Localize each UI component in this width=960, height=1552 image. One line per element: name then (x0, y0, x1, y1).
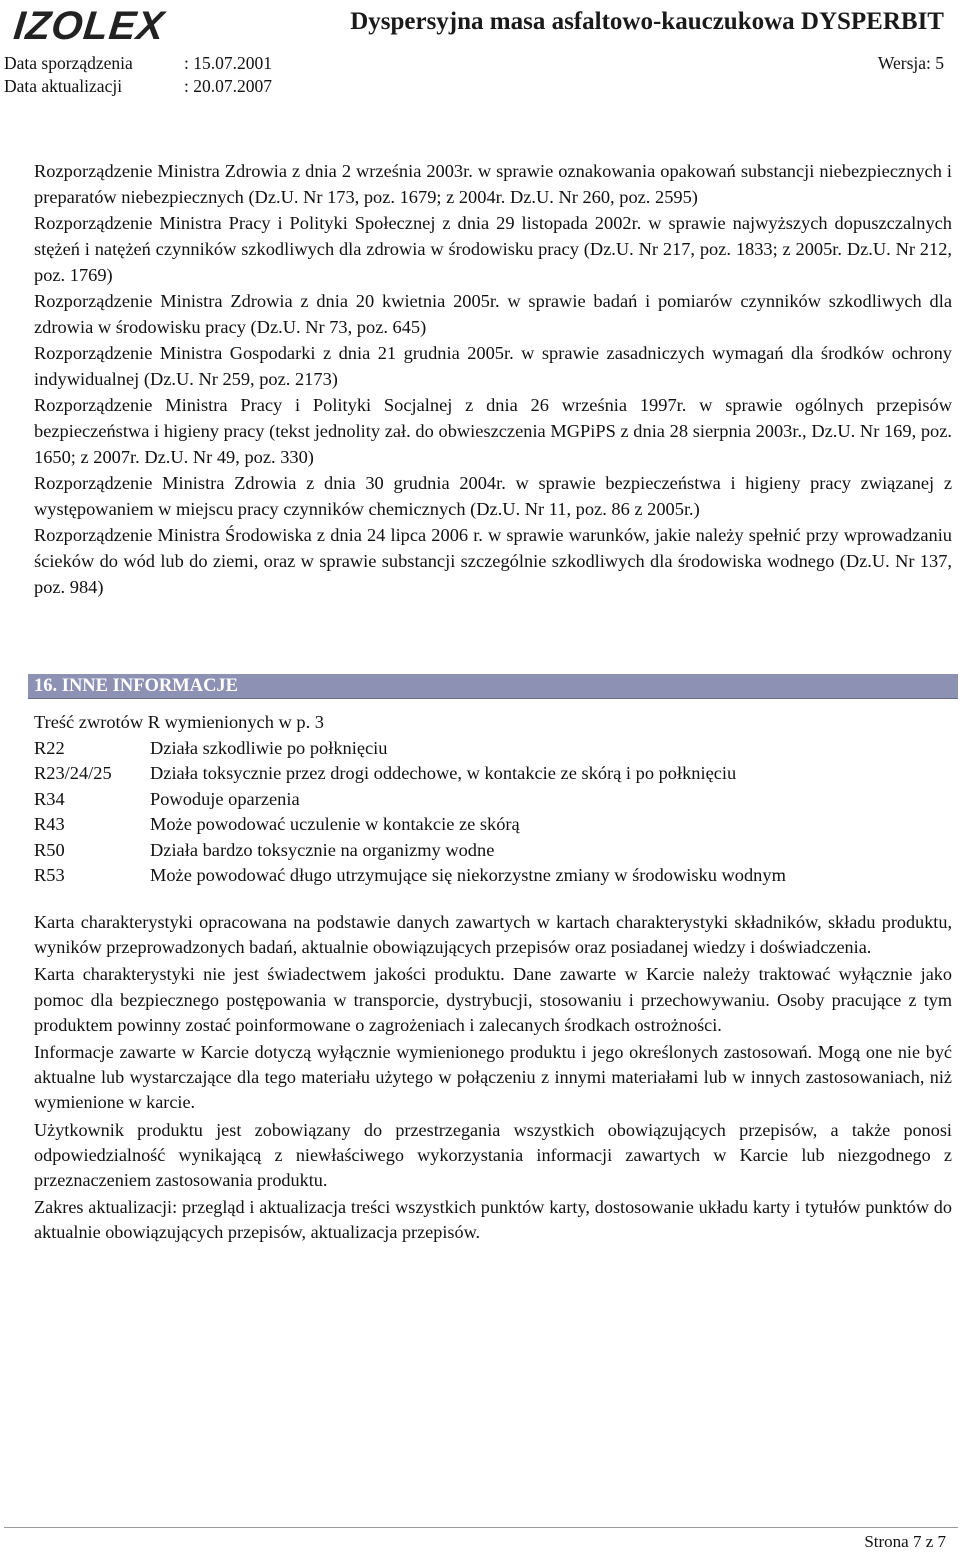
r-phrase-text: Działa bardzo toksycznie na organizmy wodne (150, 839, 495, 860)
r-phrases-intro: Treść zwrotów R wymienionych w p. 3 (34, 712, 324, 732)
footer-divider (4, 1527, 958, 1528)
regulations-list (34, 158, 952, 600)
r-phrase-code: R43 (34, 814, 65, 834)
r-phrase-text: Może powodować uczulenie w kontakcie ze skórą (150, 814, 520, 834)
r-phrase-row (34, 863, 952, 889)
updated-date-label: Data aktualizacji (4, 76, 123, 96)
section-16-title: 16. INNE INFORMACJE (34, 676, 239, 696)
r-phrase-text: Może powodować długo utrzymujące się niekorzystne zmiany w środowisku wodnym (150, 865, 786, 885)
regulation-item: Rozporządzenie Ministra Zdrowia z dnia 2 września 2003r. w sprawie oznakowania opakowań substancji niebezpiecznych i preparatów niebezpiecznych (Dz.U. Nr 173, poz. 1679; z 2004r. Dz.U. Nr 260, poz. 2595) (34, 161, 952, 207)
r-phrase-text: Działa szkodliwie po połknięciu (150, 737, 388, 758)
r-phrase-code: R34 (34, 788, 65, 809)
info-paragraph: Karta charakterystyki nie jest świadectwem jakości produktu. Dane zawarte w Karcie należy traktować wyłącznie jako pomoc dla bezpiecznego postępowania w transporcie, dystrybucji, stosowaniu i przechowywaniu. Osoby pracujące z tym produktem powinny zostać poinformowane o zagrożeniach i zalecanych środkach ostrożności. (34, 964, 952, 1035)
created-date-row (4, 52, 272, 74)
regulation-item: Rozporządzenie Ministra Pracy i Polityki Społecznej z dnia 29 listopada 2002r. w sprawie najwyższych dopuszczalnych stężeń i natężeń czynników szkodliwych dla zdrowia w środowisku pracy (Dz.U. Nr 217, poz. 1833; z 2005r. Dz.U. Nr 212, poz. 1769) (34, 213, 952, 285)
additional-info (34, 910, 952, 1248)
info-paragraph: Karta charakterystyki opracowana na podstawie danych zawartych w kartach charakterystyki składników, składu produktu, wyników przeprowadzonych badań, aktualnie obowiązujących przepisów oraz posiadanej wiedzy i doświadczenia. (34, 912, 952, 958)
info-paragraph: Informacje zawarte w Karcie dotyczą wyłącznie wymienionego produktu i jego określonych zastosowań. Mogą one nie być aktualne lub wystarczające dla tego materiału użytego w połączeniu z innymi materiałami lub w innych zastosowaniach, niż wymienione w karcie. (34, 1042, 952, 1113)
regulation-item: Rozporządzenie Ministra Gospodarki z dnia 21 grudnia 2005r. w sprawie zasadniczych wymagań dla środków ochrony indywidualnej (Dz.U. Nr 259, poz. 2173) (34, 343, 952, 389)
r-phrase-code: R22 (34, 737, 65, 758)
r-phrase-text: Działa toksycznie przez drogi oddechowe, w kontakcie ze skórą i po połknięciu (150, 763, 737, 783)
section-16-header (28, 674, 958, 699)
info-paragraph: Zakres aktualizacji: przegląd i aktualizacja treści wszystkich punktów karty, dostosowanie układu karty i tytułów punktów do aktualnie obowiązujących przepisów, aktualizacja przepisów. (34, 1197, 952, 1243)
updated-date-value: : 20.07.2007 (184, 76, 272, 96)
r-phrase-text: Powoduje oparzenia (150, 788, 300, 809)
updated-date-row (4, 75, 272, 97)
r-phrase-code: R53 (34, 865, 65, 885)
r-phrases-list (34, 710, 952, 889)
document-title: Dyspersyjna masa asfaltowo-kauczukowa DYSPERBIT (350, 8, 944, 35)
regulation-item: Rozporządzenie Ministra Środowiska z dnia 24 lipca 2006 r. w sprawie warunków, jakie należy spełnić przy wprowadzaniu ścieków do wód lub do ziemi, oraz w sprawie substancji szczególnie szkodliwych dla środowiska wodnego (Dz.U. Nr 137, poz. 984) (34, 525, 952, 597)
regulation-item: Rozporządzenie Ministra Pracy i Polityki Socjalnej z dnia 26 września 1997r. w sprawie ogólnych przepisów bezpieczeństwa i higieny pracy (tekst jednolity zał. do obwieszczenia MGPiPS z dnia 28 sierpnia 2003r., Dz.U. Nr 169, poz. 1650; z 2007r. Dz.U. Nr 49, poz. 330) (34, 395, 952, 467)
r-phrase-row (34, 736, 952, 762)
created-date-label: Data sporządzenia (4, 53, 133, 73)
regulation-item: Rozporządzenie Ministra Zdrowia z dnia 20 kwietnia 2005r. w sprawie badań i pomiarów czynników szkodliwych dla zdrowia w środowisku pracy (Dz.U. Nr 73, poz. 645) (34, 291, 952, 337)
r-phrase-row (34, 787, 952, 813)
page-number: Strona 7 z 7 (864, 1532, 946, 1551)
r-phrase-row (34, 838, 952, 864)
company-logo: IZOLEX (11, 4, 167, 48)
created-date-value: : 15.07.2001 (184, 53, 272, 73)
regulation-item: Rozporządzenie Ministra Zdrowia z dnia 30 grudnia 2004r. w sprawie bezpieczeństwa i higieny pracy związanej z występowaniem w miejscu pracy czynników chemicznych (Dz.U. Nr 11, poz. 86 z 2005r.) (34, 473, 952, 519)
r-phrase-row (34, 812, 952, 838)
r-phrase-code: R50 (34, 839, 65, 860)
r-phrase-code: R23/24/25 (34, 763, 112, 783)
r-phrase-row (34, 761, 952, 787)
version-label: Wersja: 5 (877, 53, 944, 73)
info-paragraph: Użytkownik produktu jest zobowiązany do przestrzegania wszystkich obowiązujących przepisów, a także ponosi odpowiedzialność wynikającą z niewłaściwego wykorzystania informacji zawartych w Karcie lub niezgodnego z przeznaczeniem zastosowania produktu. (34, 1119, 952, 1191)
